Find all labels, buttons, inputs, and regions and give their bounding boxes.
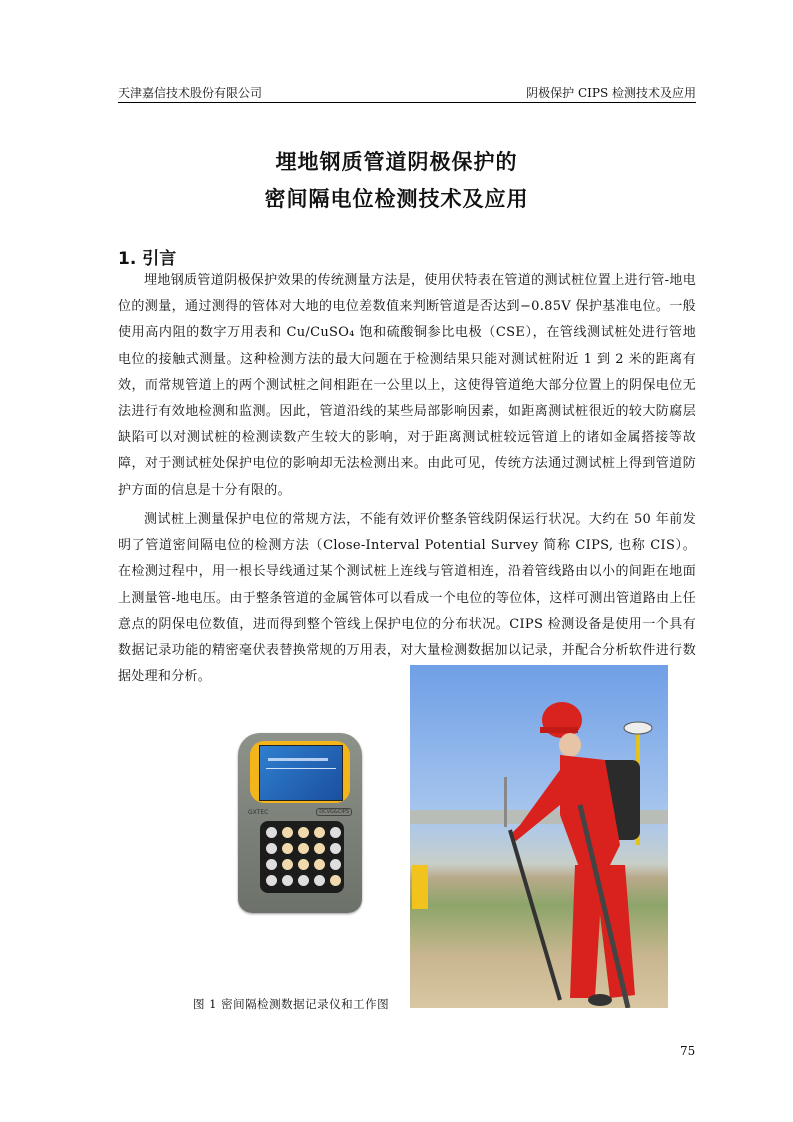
device-model-label: DCVG&CIPS bbox=[316, 808, 352, 816]
header-company: 天津嘉信技术股份有限公司 bbox=[118, 86, 263, 100]
device-keypad bbox=[260, 821, 344, 893]
page-number: 75 bbox=[680, 1044, 696, 1058]
document-title-line2: 密间隔电位检测技术及应用 bbox=[264, 187, 529, 211]
paragraph-2: 测试桩上测量保护电位的常规方法，不能有效评价整条管线阴保运行状况。大约在 50 年前发明了管道密间隔电位的检测方法（Close-Interval Potential Survey 简称 CIPS, 也称 CIS）。在检测过程中，用一根长导线通过某个测试桩上连线与管道相连，沿着管线路由以小的间距在地面上测量管-地电压。由于整条管道的金属管体可以看成一个电位的等位体，这样可测出管道路由上任意点的阴保电位数值，进而得到整个管线上保护电位的分布状况。CIPS 检测设备是使用一个具有数据记录功能的精密毫伏表替换常规的万用表，对大量检测数据加以记录，并配合分析软件进行数据处理和分析。 bbox=[118, 512, 696, 685]
figure-caption: 图 1 密间隔检测数据记录仪和工作图 bbox=[193, 997, 390, 1011]
page-header bbox=[118, 80, 696, 103]
header-topic: 阴极保护 CIPS 检测技术及应用 bbox=[526, 86, 696, 100]
field-work-photo bbox=[410, 665, 668, 1008]
paragraph-1: 埋地钢质管道阴极保护效果的传统测量方法是，使用伏特表在管道的测试桩位置上进行管-地电位的测量，通过测得的管体对大地的电位差数值来判断管道是否达到−0.85V 保护基准电位。一般使用高内阻的数字万用表和 Cu/CuSO₄ 饱和硫酸铜参比电极（CSE），在管线测试桩处进行管地电位的接触式测量。这种检测方法的最大问题在于检测结果只能对测试桩附近 1 到 2 米的距离有效，而常规管道上的两个测试桩之间相距在一公里以上，这使得管道绝大部分位置上的阴保电位无法进行有效地检测和监测。因此，管道沿线的某些局部影响因素，如距离测试桩很近的较大防腐层缺陷可以对测试桩的检测读数产生较大的影响，对于距离测试桩较远管道上的诸如金属搭接等故障，对于测试桩处保护电位的影响却无法检测出来。由此可见，传统方法通过测试桩上得到管道防护方面的信息是十分有限的。 bbox=[118, 273, 696, 498]
section-heading: 1. 引言 bbox=[118, 249, 177, 269]
cips-data-logger-image bbox=[238, 733, 362, 913]
device-brand-label: GXTEC bbox=[248, 809, 269, 816]
device-screen bbox=[259, 745, 343, 801]
document-title-line1: 埋地钢质管道阴极保护的 bbox=[275, 150, 518, 174]
worker-illustration bbox=[410, 665, 668, 1008]
